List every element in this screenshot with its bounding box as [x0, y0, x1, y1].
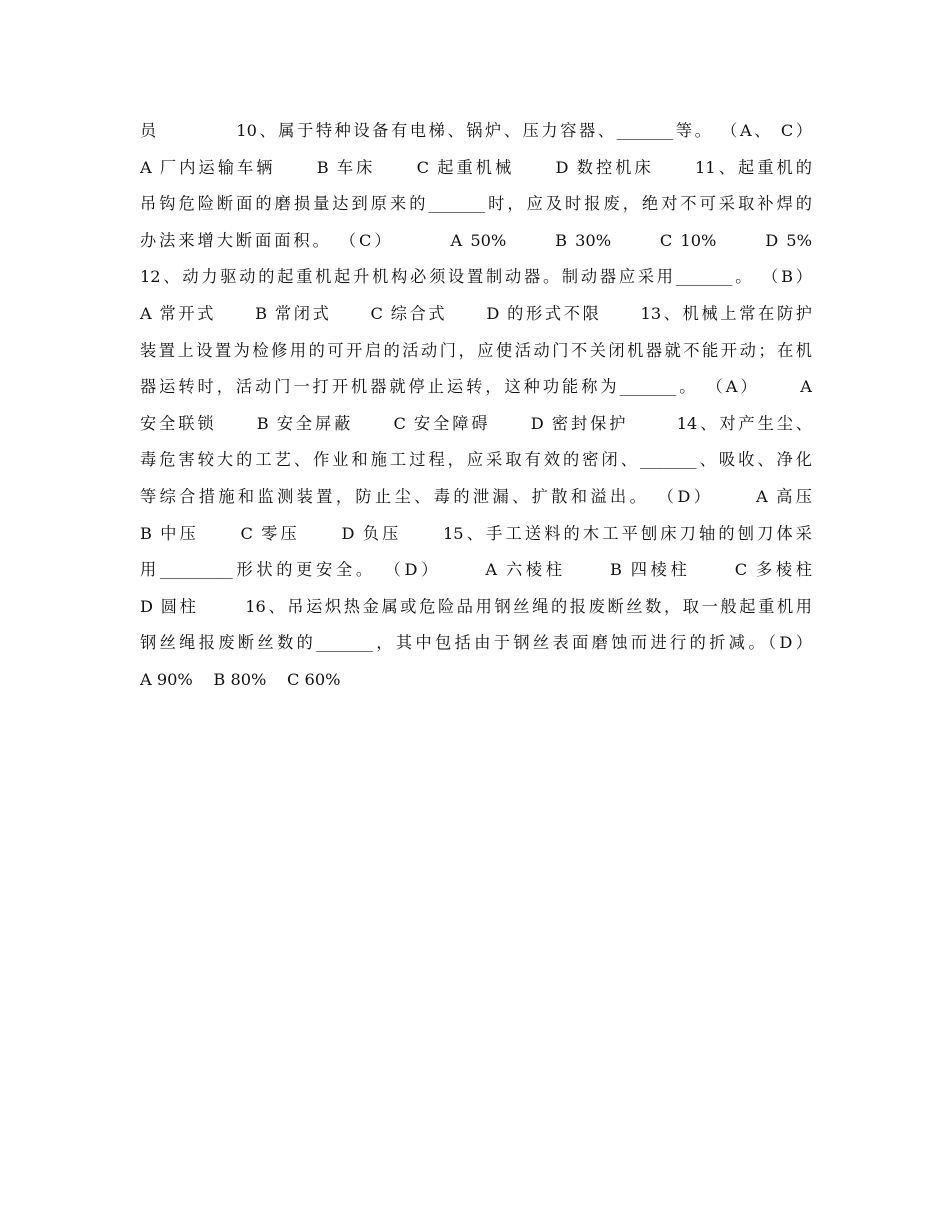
text-line: 吊钩危险断面的磨损量达到原来的_______时，应及时报废，绝对不可采取补焊的 [140, 194, 812, 214]
question-text-block [140, 113, 812, 699]
text-line: 12、动力驱动的起重机起升机构必须设置制动器。制动器应采用_______。 （B） [140, 267, 812, 287]
text-line: B 中压 C 零压 D 负压 15、手工送料的木工平刨床刀轴的刨刀体采 [140, 523, 812, 543]
text-line: 钢丝绳报废断丝数的_______，其中包括由于钢丝表面磨蚀而进行的折减。（D） [140, 633, 812, 653]
text-line: 装置上设置为检修用的可开启的活动门，应使活动门不关闭机器就不能开动；在机 [140, 340, 812, 360]
text-line: A 90% B 80% C 60% [140, 669, 341, 689]
text-line: D 圆柱 16、吊运炽热金属或危险品用钢丝绳的报废断丝数，取一般起重机用 [140, 596, 812, 616]
text-line: 安全联锁 B 安全屏蔽 C 安全障碍 D 密封保护 14、对产生尘、 [140, 413, 812, 433]
text-line: A 厂内运输车辆 B 车床 C 起重机械 D 数控机床 11、起重机的 [140, 157, 812, 177]
text-line: A 常开式 B 常闭式 C 综合式 D 的形式不限 13、机械上常在防护 [140, 303, 812, 323]
text-line: 等综合措施和监测装置，防止尘、毒的泄漏、扩散和溢出。 （D） A 高压 [140, 486, 812, 506]
text-line: 毒危害较大的工艺、作业和施工过程，应采取有效的密闭、_______、吸收、净化 [140, 450, 812, 470]
text-line: 用_________形状的更安全。 （D） A 六棱柱 B 四棱柱 C 多棱柱 [140, 560, 812, 580]
text-line: 员 10、属于特种设备有电梯、锅炉、压力容器、_______等。 （A、 C） [140, 121, 812, 140]
text-line: 器运转时，活动门一打开机器就停止运转，这种功能称为_______。 （A） A [140, 377, 812, 397]
text-line: 办法来增大断面面积。 （C） A 50% B 30% C 10% D 5% [140, 230, 812, 250]
